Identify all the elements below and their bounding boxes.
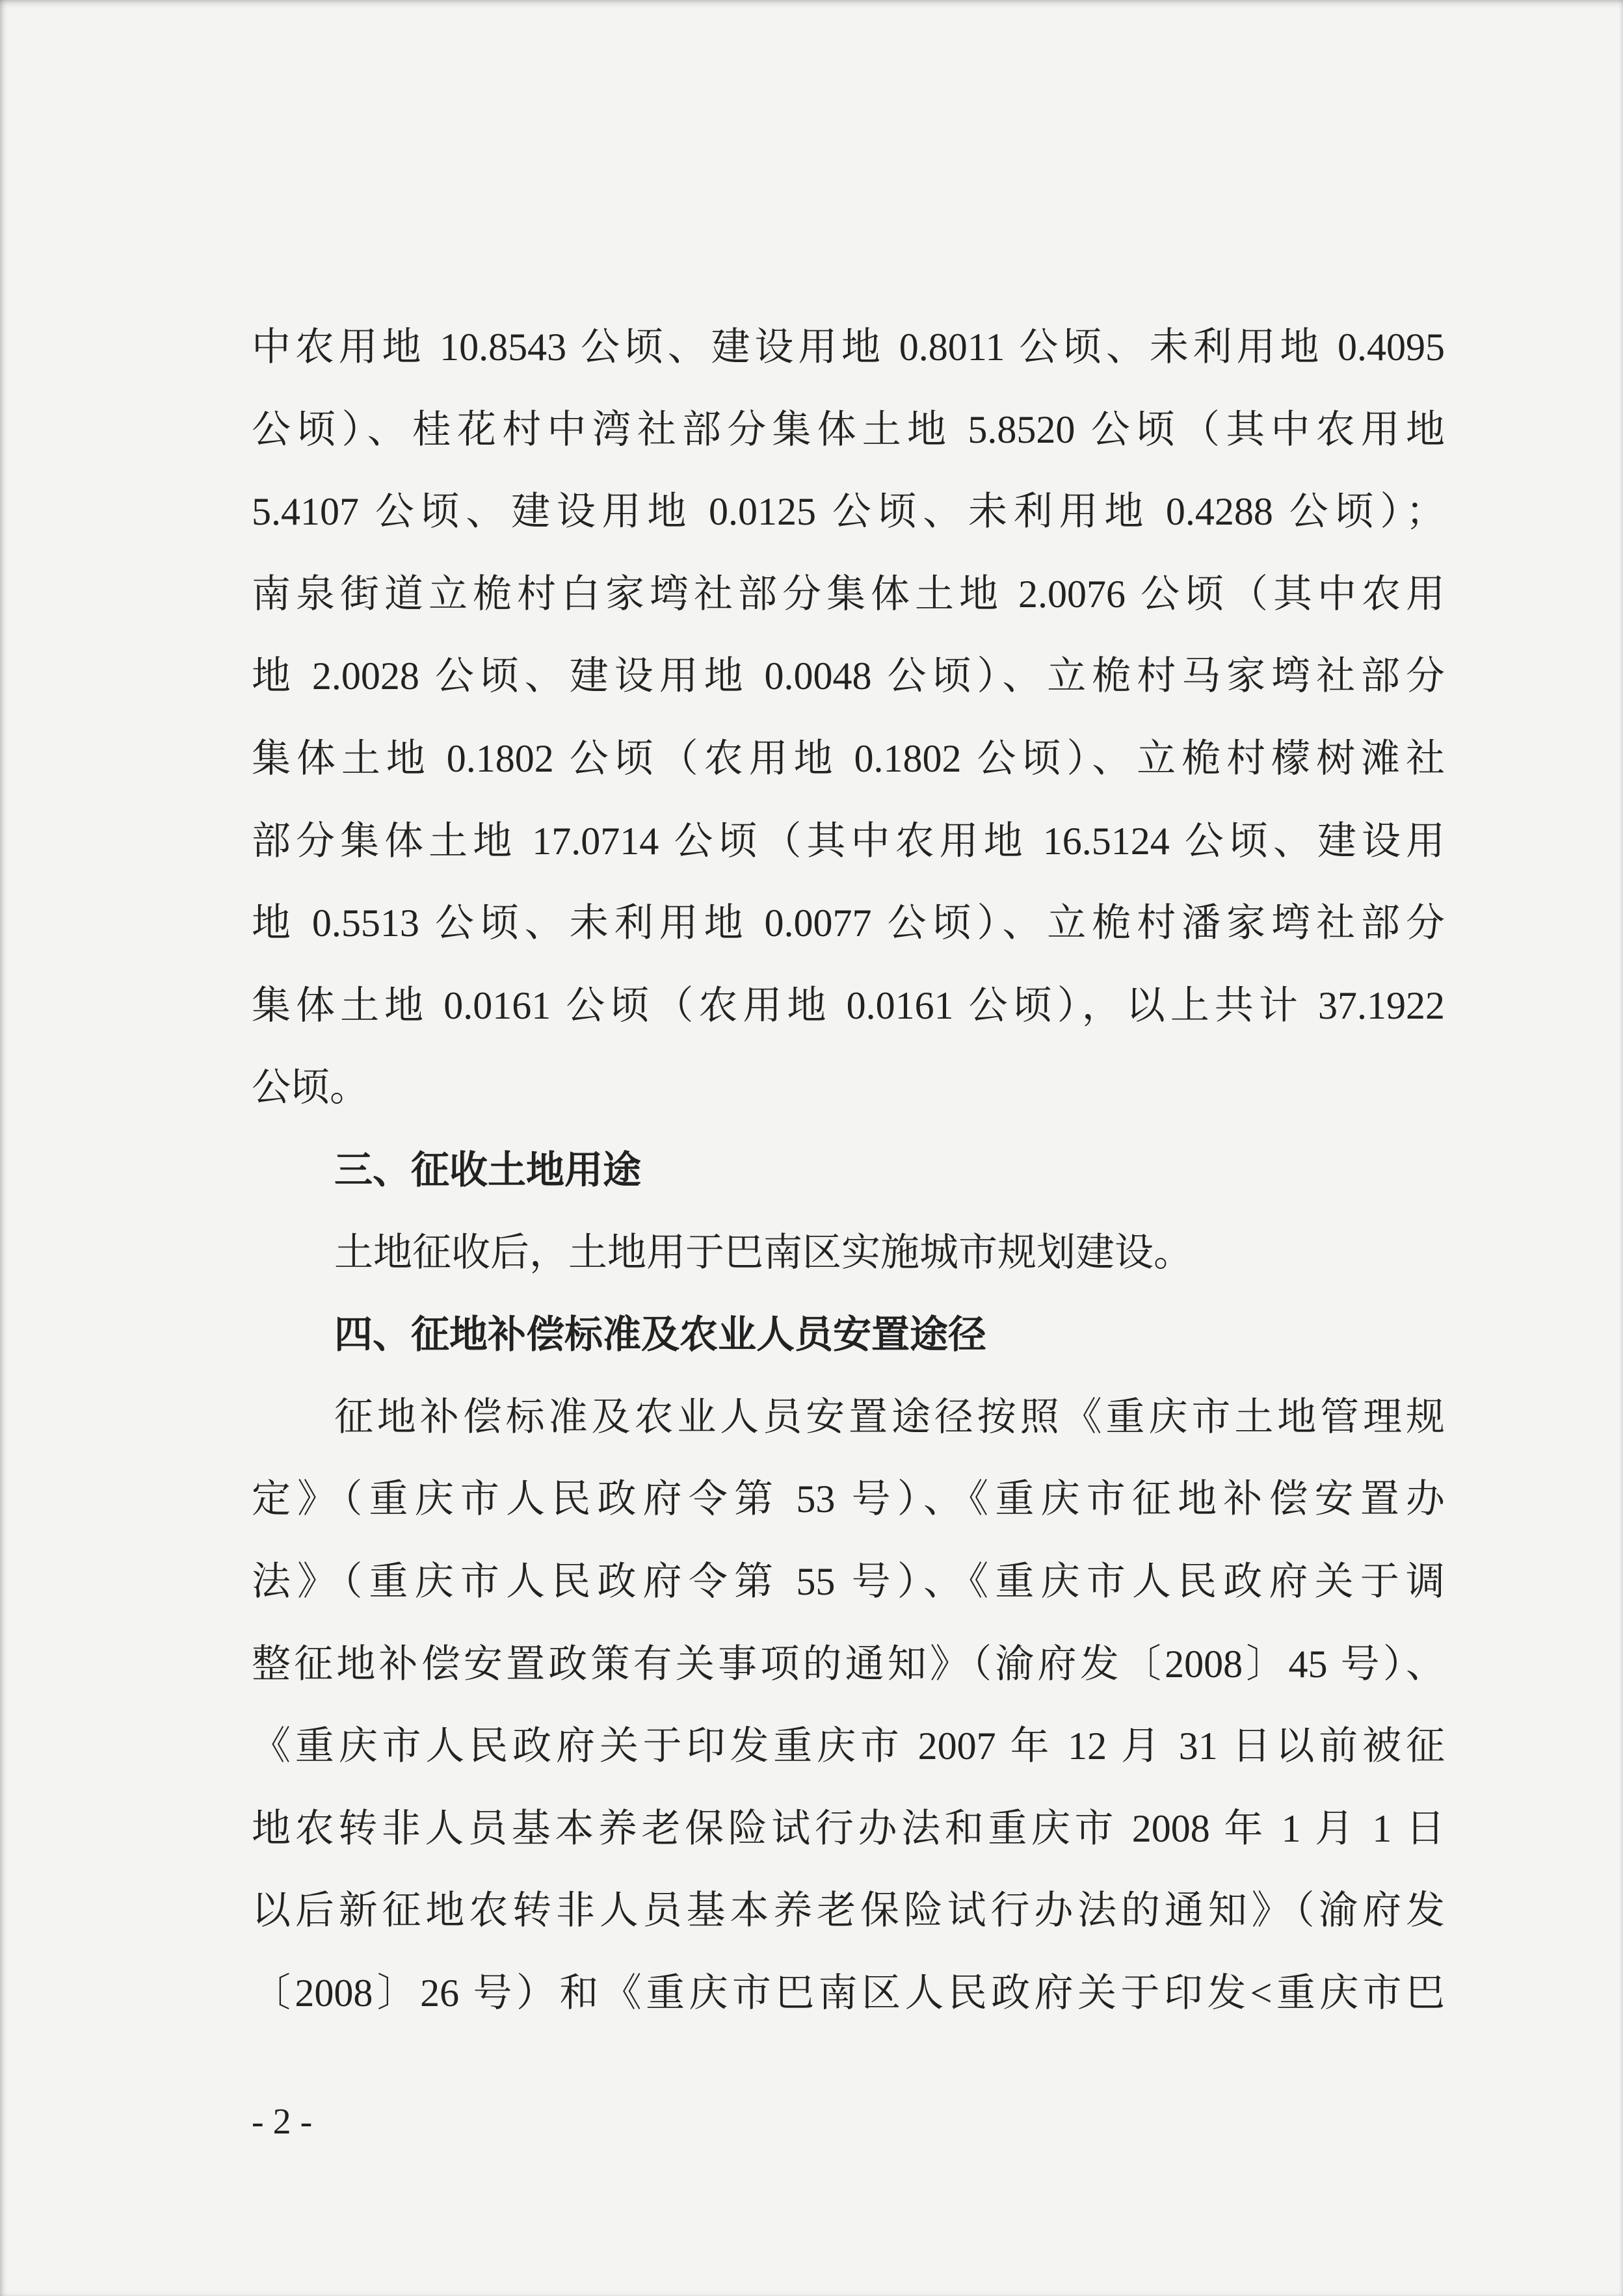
body-line: 南泉街道立桅村白家塆社部分集体土地 2.0076 公顷（其中农用 bbox=[252, 572, 1445, 616]
body-line: 公顷）、桂花村中湾社部分集体土地 5.8520 公顷（其中农用地 bbox=[252, 408, 1445, 451]
body-line: 集体土地 0.0161 公顷（农用地 0.0161 公顷），以上共计 37.1922 bbox=[252, 984, 1445, 1027]
body-line: 〔2008〕26 号）和《重庆市巴南区人民政府关于印发<重庆市巴 bbox=[252, 1971, 1445, 2015]
body-line: 法》（重庆市人民政府令第 55 号）、《重庆市人民政府关于调 bbox=[252, 1559, 1445, 1603]
body-line: 定》（重庆市人民政府令第 53 号）、《重庆市征地补偿安置办 bbox=[252, 1478, 1445, 1521]
document-body bbox=[252, 306, 1445, 2034]
body-line: 5.4107 公顷、建设用地 0.0125 公顷、未利用地 0.4288 公顷）； bbox=[252, 490, 1445, 534]
body-line: 整征地补偿安置政策有关事项的通知》（渝府发〔2008〕45 号）、 bbox=[252, 1642, 1445, 1686]
body-line: 土地征收后，土地用于巴南区实施城市规划建设。 bbox=[334, 1231, 1193, 1274]
section-heading: 三、征收土地用途 bbox=[334, 1147, 642, 1192]
body-line: 中农用地 10.8543 公顷、建设用地 0.8011 公顷、未利用地 0.4095 bbox=[252, 326, 1445, 369]
body-line: 部分集体土地 17.0714 公顷（其中农用地 16.5124 公顷、建设用 bbox=[252, 819, 1445, 863]
body-line: 《重庆市人民政府关于印发重庆市 2007 年 12 月 31 日以前被征 bbox=[252, 1725, 1445, 1768]
body-line: 地 0.5513 公顷、未利用地 0.0077 公顷）、立桅村潘家塆社部分 bbox=[252, 902, 1445, 945]
body-line: 公顷。 bbox=[252, 1066, 369, 1110]
body-line: 集体土地 0.1802 公顷（农用地 0.1802 公顷）、立桅村檬树滩社 bbox=[252, 737, 1445, 780]
body-line: 地农转非人员基本养老保险试行办法和重庆市 2008 年 1 月 1 日 bbox=[252, 1807, 1445, 1850]
section-heading: 四、征地补偿标准及农业人员安置途径 bbox=[334, 1312, 987, 1357]
body-line: 地 2.0028 公顷、建设用地 0.0048 公顷）、立桅村马家塆社部分 bbox=[252, 655, 1445, 698]
body-line: 征地补偿标准及农业人员安置途径按照《重庆市土地管理规 bbox=[334, 1395, 1445, 1439]
page-number: - 2 - bbox=[252, 2102, 313, 2142]
body-line: 以后新征地农转非人员基本养老保险试行办法的通知》（渝府发 bbox=[252, 1889, 1445, 1933]
